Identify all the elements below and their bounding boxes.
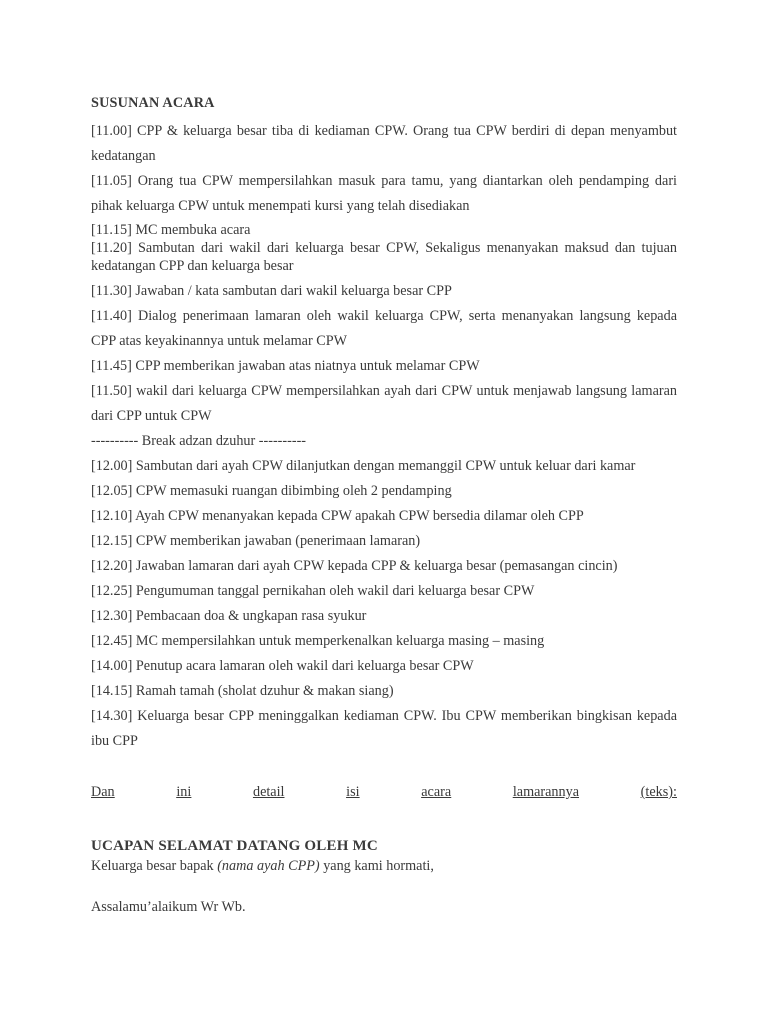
agenda-item: [11.30] Jawaban / kata sambutan dari wakil keluarga besar CPP [91, 283, 452, 299]
agenda-item: [11.20] Sambutan dari wakil dari keluarga besar CPW, Sekaligus menanyakan maksud dan tujuan kedatangan CPP dan keluarga besar [91, 240, 677, 274]
agenda-item: [11.50] wakil dari keluarga CPW mempersilahkan ayah dari CPW untuk menjawab langsung lamaran dari CPP untuk CPW [91, 383, 677, 424]
greeting-text: Keluarga besar bapak [91, 858, 218, 874]
agenda-item: [12.45] MC mempersilahkan untuk memperkenalkan keluarga masing – masing [91, 633, 545, 649]
break-separator: ---------- Break adzan dzuhur ---------- [91, 433, 307, 449]
agenda-item: [14.15] Ramah tamah (sholat dzuhur & makan siang) [91, 683, 394, 699]
agenda-item: [12.30] Pembacaan doa & ungkapan rasa syukur [91, 608, 367, 624]
detail-word: (teks): [640, 784, 677, 800]
mc-heading: UCAPAN SELAMAT DATANG OLEH MC [91, 838, 378, 854]
agenda-item: [11.15] MC membuka acara [91, 222, 251, 238]
agenda-item: [11.00] CPP & keluarga besar tiba di kediaman CPW. Orang tua CPW berdiri di depan menyambut kedatangan [91, 123, 677, 164]
detail-word: lamarannya [512, 784, 579, 800]
agenda-item: [14.30] Keluarga besar CPP meninggalkan kediaman CPW. Ibu CPW memberikan bingkisan kepada ibu CPP [91, 708, 677, 749]
detail-word: ini [176, 784, 192, 800]
document-page [91, 93, 677, 917]
agenda-item: [11.05] Orang tua CPW mempersilahkan masuk para tamu, yang diantarkan oleh pendamping dari pihak keluarga CPW untuk menempati kursi yang telah disediakan [91, 173, 677, 214]
agenda-heading: SUSUNAN ACARA [91, 95, 215, 111]
agenda-item: [12.15] CPW memberikan jawaban (penerimaan lamaran) [91, 533, 421, 549]
detail-word: isi [346, 784, 360, 800]
greeting-text-end: yang kami hormati, [319, 858, 434, 874]
greeting-line [91, 856, 677, 876]
detail-word: detail [252, 784, 285, 800]
agenda-item: [12.25] Pengumuman tanggal pernikahan oleh wakil dari keluarga besar CPW [91, 583, 535, 599]
agenda-item: [12.20] Jawaban lamaran dari ayah CPW kepada CPP & keluarga besar (pemasangan cincin) [91, 558, 618, 574]
greeting-placeholder: (nama ayah CPP) [217, 858, 320, 874]
agenda-item: [11.45] CPP memberikan jawaban atas niatnya untuk melamar CPW [91, 358, 480, 374]
agenda-item: [12.05] CPW memasuki ruangan dibimbing oleh 2 pendamping [91, 483, 452, 499]
agenda-item: [12.00] Sambutan dari ayah CPW dilanjutkan dengan memanggil CPW untuk keluar dari kamar [91, 458, 636, 474]
agenda-item: [11.40] Dialog penerimaan lamaran oleh wakil keluarga CPW, serta menanyakan langsung kepada CPP atas keyakinannya untuk melamar CPW [91, 308, 677, 349]
salam-line: Assalamu’alaikum Wr Wb. [91, 899, 246, 915]
detail-word: Dan [91, 784, 115, 800]
agenda-item: [12.10] Ayah CPW menanyakan kepada CPW apakah CPW bersedia dilamar oleh CPP [91, 508, 584, 524]
detail-intro-line [91, 782, 677, 802]
agenda-item: [14.00] Penutup acara lamaran oleh wakil dari keluarga besar CPW [91, 658, 474, 674]
detail-word: acara [421, 784, 452, 800]
